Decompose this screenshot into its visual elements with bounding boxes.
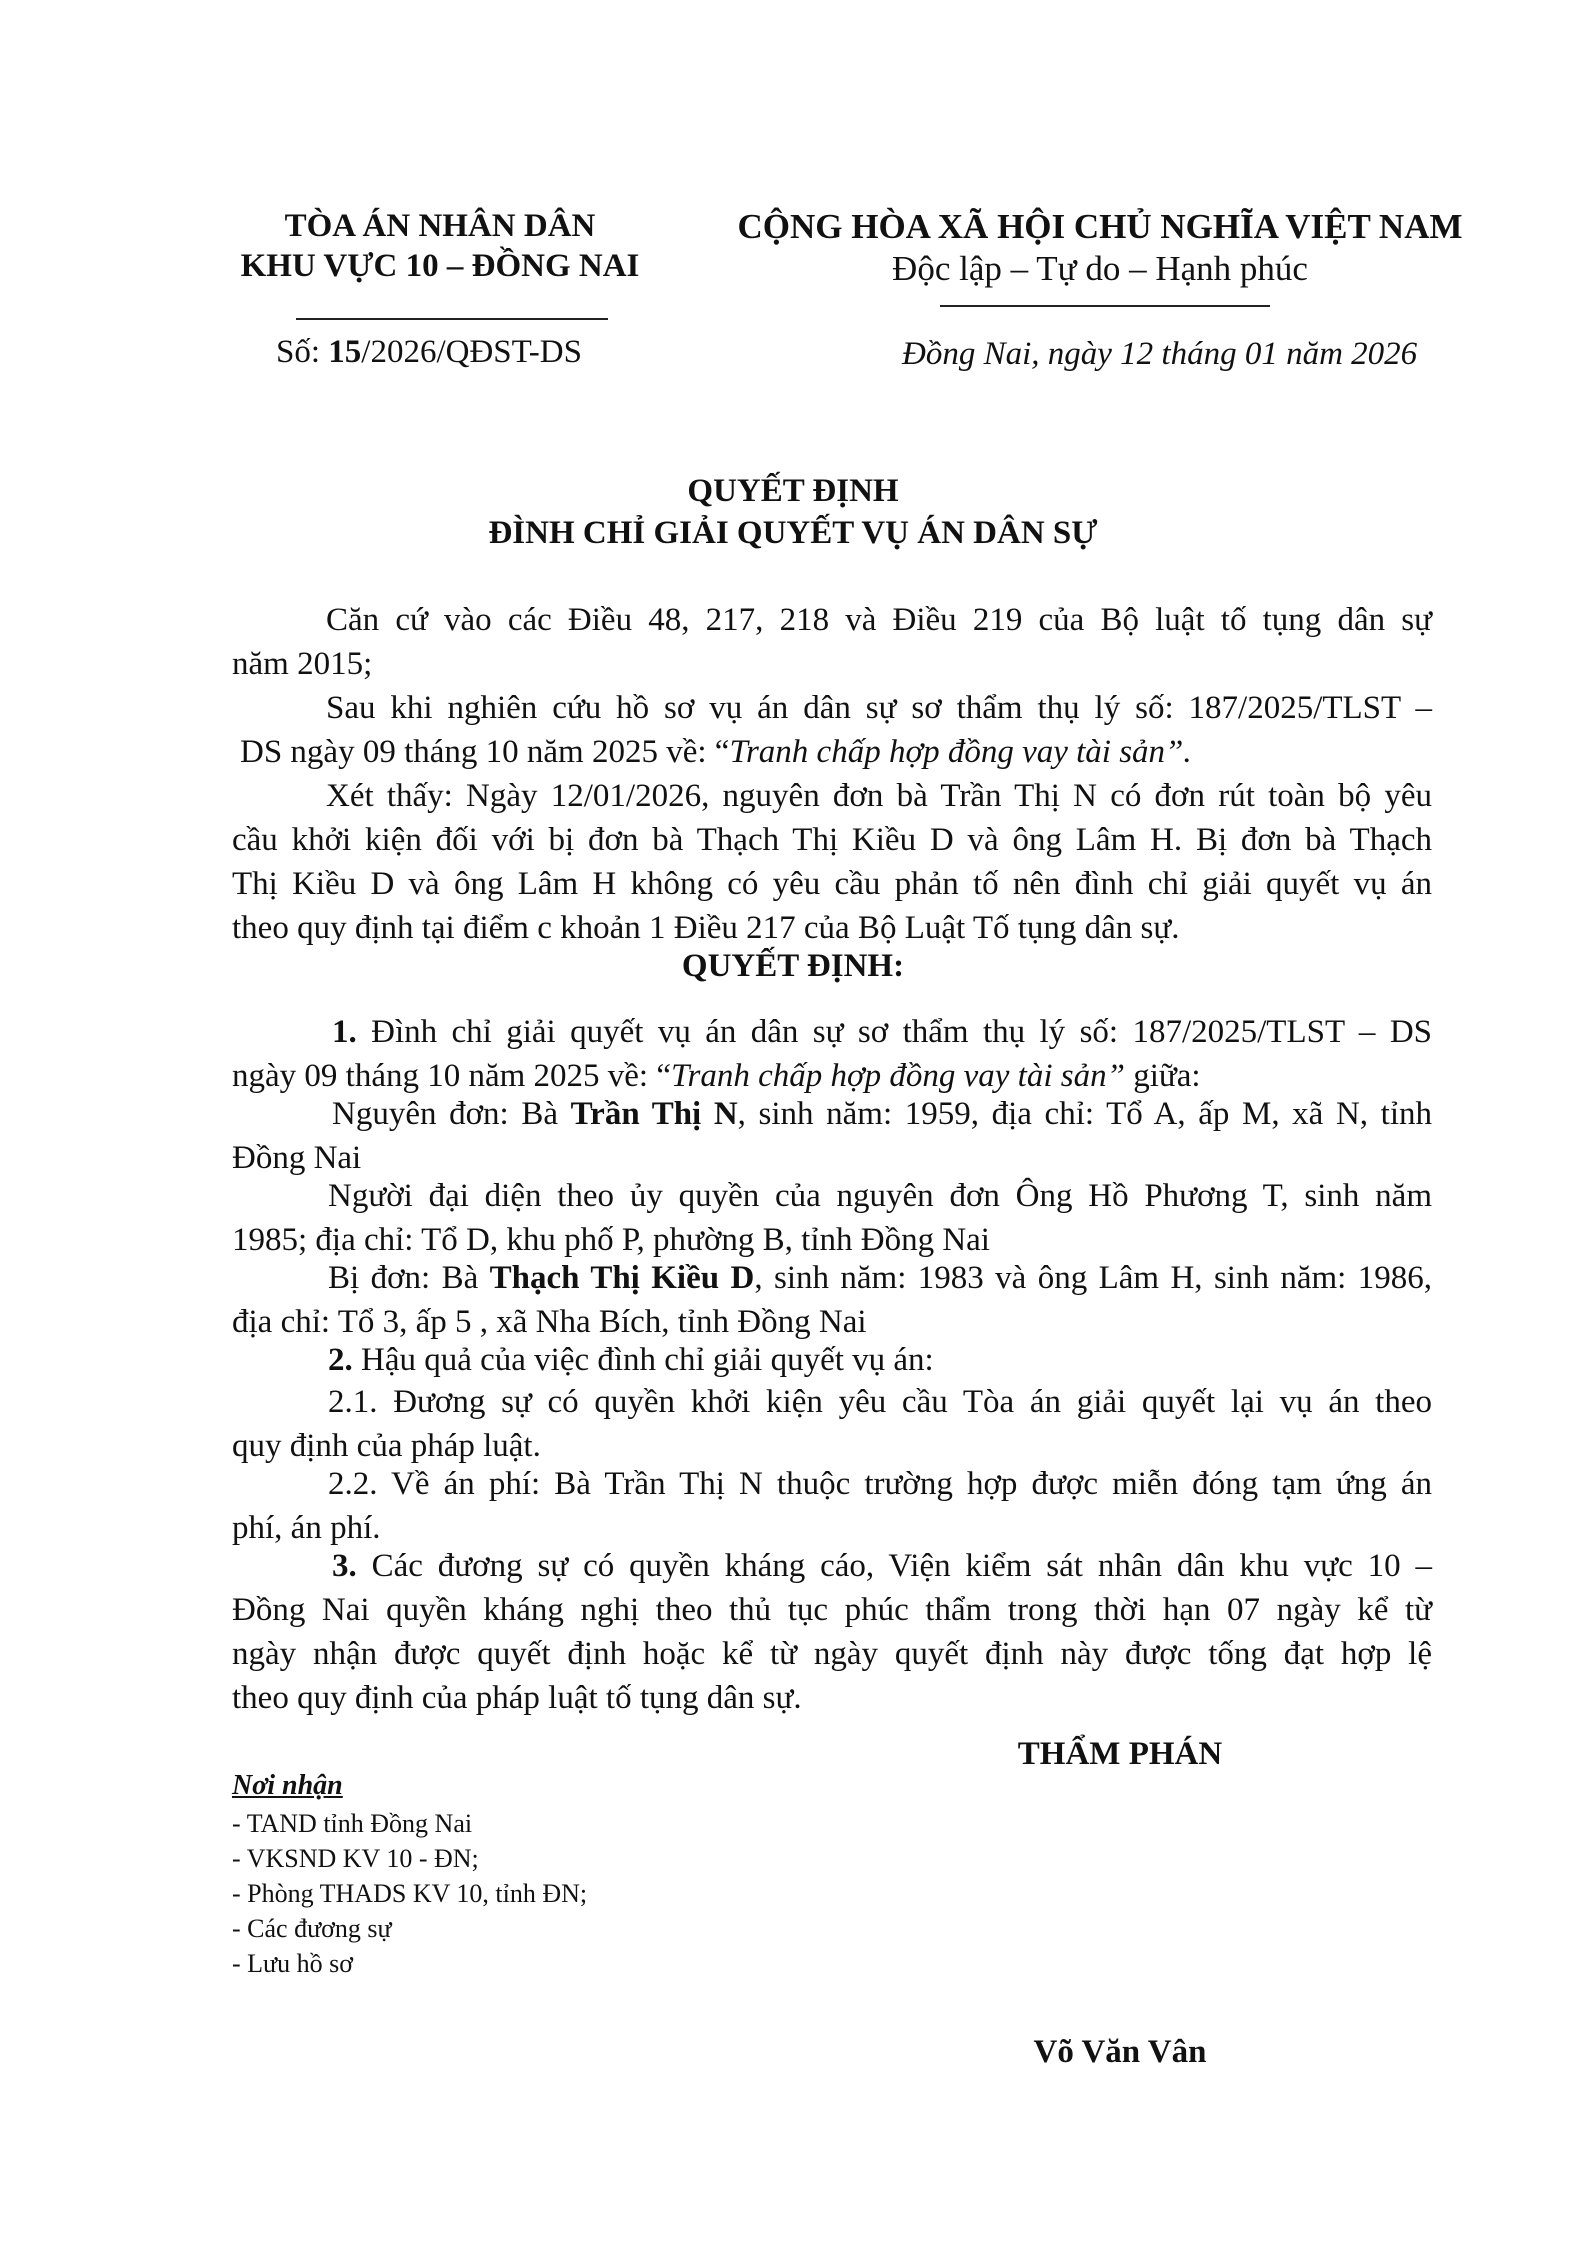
plaintiff-details: , sinh năm: 1959, địa chỉ: Tổ A, ấp M, xã N, tỉnh	[737, 1096, 1432, 1132]
decision-item-2-2-line1: 2.2. Về án phí: Bà Trần Thị N thuộc trường hợp được miễn đóng tạm ứng án	[328, 1466, 1432, 1502]
case-review-line1: Sau khi nghiên cứu hồ sơ vụ án dân sự sơ thẩm thụ lý số: 187/2025/TLST –	[326, 690, 1432, 726]
decision-item-3-line4: theo quy định của pháp luật tố tụng dân sự.	[232, 1680, 802, 1716]
decision-item-1	[232, 1010, 1432, 1098]
case-review-line2-post: ”.	[1165, 734, 1192, 770]
defendant-line2: địa chỉ: Tổ 3, ấp 5 , xã Nha Bích, tỉnh Đồng Nai	[232, 1304, 867, 1340]
decision-item-2-1-line2: quy định của pháp luật.	[232, 1428, 541, 1464]
decision-item-3	[232, 1544, 1432, 1720]
legal-basis-line1: Căn cứ vào các Điều 48, 217, 218 và Điều 219 của Bộ luật tố tụng dân sự	[326, 602, 1432, 638]
plaintiff-line1	[232, 1092, 1432, 1136]
decision-item-1-dispute-type: Tranh chấp hợp đồng vay tài sản”	[671, 1058, 1125, 1094]
title-line2: ĐÌNH CHỈ GIẢI QUYẾT VỤ ÁN DÂN SỰ	[488, 515, 1098, 551]
decision-item-1-line2-post: giữa:	[1124, 1058, 1201, 1094]
court-name-line1: TÒA ÁN NHÂN DÂN	[284, 208, 596, 244]
decision-item-2-2	[232, 1462, 1432, 1550]
findings-line4: theo quy định tại điểm c khoản 1 Điều 217 của Bộ Luật Tố tụng dân sự.	[232, 910, 1180, 946]
defendant-name: Thạch Thị Kiều D	[489, 1260, 755, 1296]
defendant-line1	[232, 1256, 1432, 1300]
decision-item-1-line2-pre: ngày 09 tháng 10 năm 2025 về: “	[232, 1058, 671, 1094]
decision-item-3-text: Các đương sự có quyền kháng cáo, Viện kiểm sát nhân dân khu vực 10 –	[356, 1548, 1432, 1584]
decision-item-2-2-line2: phí, án phí.	[232, 1510, 381, 1546]
findings-line3: Thị Kiều D và ông Lâm H không có yêu cầu phản tố nên đình chỉ giải quyết vụ án	[232, 866, 1432, 902]
case-review-line2-pre: DS ngày 09 tháng 10 năm 2025 về: “	[240, 734, 730, 770]
document-number-prefix: Số:	[276, 334, 329, 370]
representative-line1: Người đại diện theo ủy quyền của nguyên đơn Ông Hồ Phương T, sinh năm	[328, 1178, 1432, 1214]
plaintiff-paragraph	[232, 1092, 1432, 1180]
findings-line1: Xét thấy: Ngày 12/01/2026, nguyên đơn bà Trần Thị N có đơn rút toàn bộ yêu	[326, 778, 1432, 814]
findings-line2: cầu khởi kiện đối với bị đơn bà Thạch Thị Kiều D và ông Lâm H. Bị đơn bà Thạch	[232, 822, 1432, 858]
defendant-label: Bị đơn: Bà	[328, 1260, 490, 1296]
decision-item-2-number: 2.	[328, 1342, 353, 1378]
legal-basis-line2: năm 2015;	[232, 646, 373, 682]
title-line1: QUYẾT ĐỊNH	[687, 473, 899, 509]
defendant-paragraph	[232, 1256, 1432, 1344]
recipients-list	[232, 1806, 587, 1981]
recipient-item: - Phòng THADS KV 10, tỉnh ĐN;	[232, 1879, 588, 1908]
recipient-item: - Lưu hồ sơ	[232, 1949, 353, 1978]
findings-paragraph	[232, 774, 1432, 950]
recipient-item: - TAND tỉnh Đồng Nai	[232, 1809, 473, 1838]
decision-item-1-number: 1.	[332, 1014, 357, 1050]
document-number-suffix: /2026/QĐST-DS	[361, 334, 582, 370]
court-name	[222, 206, 658, 286]
court-divider	[296, 318, 608, 320]
plaintiff-line2: Đồng Nai	[232, 1140, 362, 1176]
case-review-line2	[232, 730, 1432, 774]
court-name-line2: KHU VỰC 10 – ĐỒNG NAI	[240, 248, 640, 284]
plaintiff-label: Nguyên đơn: Bà	[332, 1096, 571, 1132]
decision-item-2-line	[232, 1338, 1432, 1382]
judge-title: THẨM PHÁN	[1017, 1736, 1223, 1772]
case-review-paragraph	[232, 686, 1432, 774]
country-name: CỘNG HÒA XÃ HỘI CHỦ NGHĨA VIỆT NAM	[737, 207, 1463, 246]
recipients-heading: Nơi nhận	[232, 1770, 343, 1801]
decision-item-3-line2: Đồng Nai quyền kháng nghị theo thủ tục phúc thẩm trong thời hạn 07 ngày kể từ	[232, 1592, 1432, 1628]
case-review-dispute-type: Tranh chấp hợp đồng vay tài sản	[729, 734, 1166, 770]
decision-item-3-line3: ngày nhận được quyết định hoặc kể từ ngày quyết định này được tống đạt hợp lệ	[232, 1636, 1432, 1672]
representative-line2: 1985; địa chỉ: Tổ D, khu phố P, phường B, tỉnh Đồng Nai	[232, 1222, 990, 1258]
decision-heading: QUYẾT ĐỊNH:	[681, 948, 905, 984]
document-title	[0, 470, 1586, 554]
decision-item-2	[232, 1338, 1432, 1382]
decision-item-3-number: 3.	[332, 1548, 357, 1584]
place-date: Đồng Nai, ngày 12 tháng 01 năm 2026	[902, 336, 1418, 372]
recipient-item: - VKSND KV 10 - ĐN;	[232, 1844, 479, 1873]
motto: Độc lập – Tự do – Hạnh phúc	[892, 249, 1308, 288]
motto-divider	[940, 305, 1270, 307]
decision-item-1-text: Đình chỉ giải quyết vụ án dân sự sơ thẩm thụ lý số: 187/2025/TLST – DS	[356, 1014, 1432, 1050]
judge-name: Võ Văn Vân	[1033, 2034, 1207, 2070]
decision-item-2-text: Hậu quả của việc đình chỉ giải quyết vụ án:	[352, 1342, 934, 1378]
decision-item-3-line1	[232, 1544, 1432, 1588]
decision-item-2-1-line1: 2.1. Đương sự có quyền khởi kiện yêu cầu Tòa án giải quyết lại vụ án theo	[328, 1384, 1432, 1420]
national-motto	[722, 206, 1478, 290]
decision-item-2-1	[232, 1380, 1432, 1468]
document-number	[276, 330, 582, 374]
representative-paragraph	[232, 1174, 1432, 1262]
defendant-details: , sinh năm: 1983 và ông Lâm H, sinh năm: 1986,	[754, 1260, 1432, 1296]
plaintiff-name: Trần Thị N	[570, 1096, 738, 1132]
document-number-value: 15	[328, 334, 362, 370]
recipient-item: - Các đương sự	[232, 1914, 392, 1943]
legal-basis-paragraph	[232, 598, 1432, 686]
decision-item-1-line1	[232, 1010, 1432, 1054]
